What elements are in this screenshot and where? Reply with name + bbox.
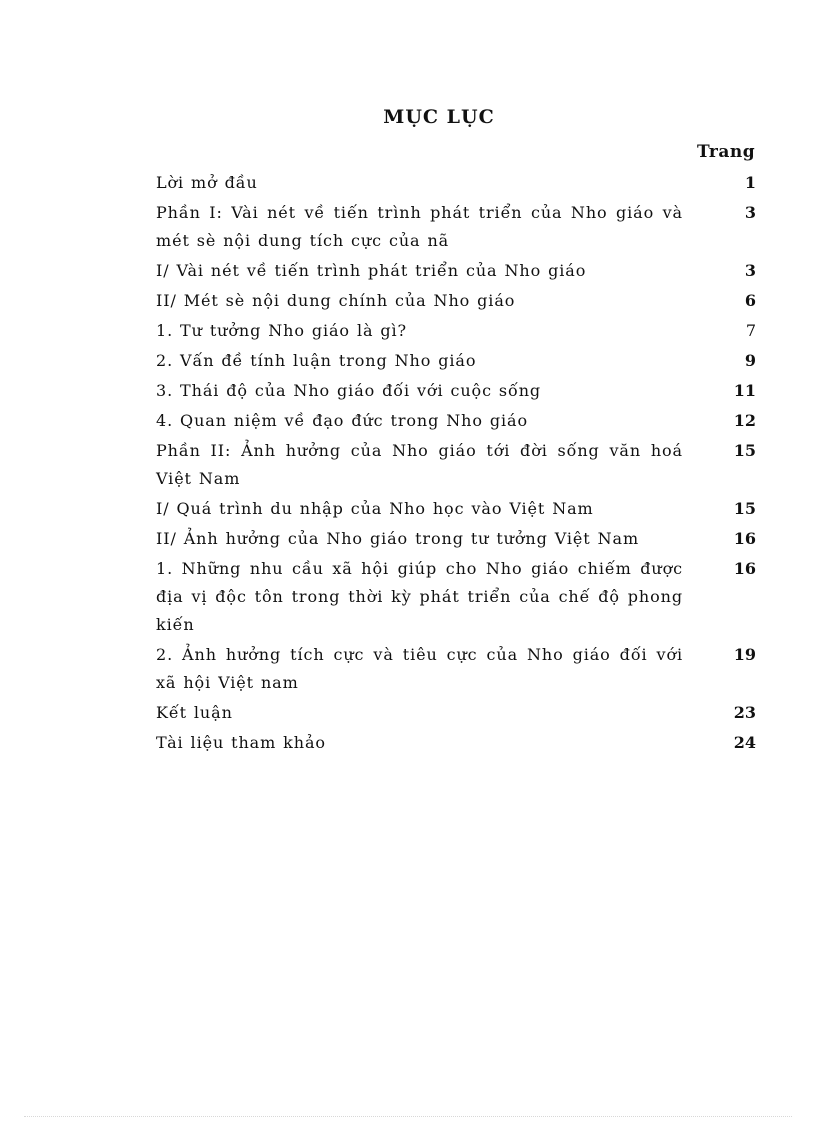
toc-entry-page: 11 [733, 381, 756, 400]
toc-entry-phan-2[interactable] [156, 436, 758, 494]
toc-entry-page: 6 [744, 291, 756, 310]
toc-entry-phan-1[interactable] [156, 198, 758, 256]
toc-entry-text: II/ Mét sè nội dung chính của Nho giáo [156, 291, 516, 310]
toc-entry-page: 16 [733, 559, 756, 578]
toc-entry-phan-1-muc-2[interactable] [156, 286, 758, 316]
toc-entry-tinh-luan[interactable] [156, 346, 758, 376]
toc-entry-text: 2. Ảnh hưởng tích cực và tiêu cực của Nho giáo đối với xã hội Việt nam [156, 645, 683, 692]
toc-entry-text: I/ Vài nét về tiến trình phát triển của Nho giáo [156, 261, 587, 280]
toc-entry-nhu-cau-xa-hoi[interactable] [156, 554, 758, 640]
toc-entry-tai-lieu[interactable] [156, 728, 758, 758]
toc-entry-text: 1. Những nhu cầu xã hội giúp cho Nho giáo chiếm được địa vị độc tôn trong thời kỳ phát triển của chế độ phong kiến [156, 559, 683, 634]
footer-divider [24, 1116, 792, 1117]
toc-entry-page: 23 [733, 703, 756, 722]
toc-entry-page: 3 [744, 261, 756, 280]
toc-entry-page: 12 [733, 411, 756, 430]
toc-entry-text: 4. Quan niệm về đạo đức trong Nho giáo [156, 411, 529, 430]
toc-entry-text: Kết luận [156, 703, 233, 722]
toc-entry-page: 15 [733, 499, 756, 518]
toc-entry-text: Tài liệu tham khảo [156, 733, 326, 752]
toc-entry-text: Phần II: Ảnh hưởng của Nho giáo tới đời sống văn hoá Việt Nam [156, 441, 683, 488]
toc-entry-page: 16 [733, 529, 756, 548]
toc-entry-text: 3. Thái độ của Nho giáo đối với cuộc sống [156, 381, 542, 400]
toc-entry-tu-tuong-nho-giao[interactable] [156, 316, 758, 346]
toc-entry-text: 2. Vấn đề tính luận trong Nho giáo [156, 351, 477, 370]
toc-entry-ket-luan[interactable] [156, 698, 758, 728]
toc-entry-text: Lời mở đầu [156, 173, 258, 192]
toc-entry-phan-2-muc-2[interactable] [156, 524, 758, 554]
toc-entry-text: II/ Ảnh hưởng của Nho giáo trong tư tưởng Việt Nam [156, 529, 640, 548]
toc-entry-page: 24 [733, 733, 756, 752]
toc-entry-loi-mo-dau[interactable] [156, 168, 758, 198]
toc-entry-dao-duc[interactable] [156, 406, 758, 436]
toc-entry-page: 9 [744, 351, 756, 370]
toc-entry-page: 19 [733, 645, 756, 664]
toc-entry-page: 15 [733, 441, 756, 460]
toc-entry-phan-1-muc-1[interactable] [156, 256, 758, 286]
page-title: MỤC LỤC [383, 106, 495, 128]
toc-entry-text: Phần I: Vài nét về tiến trình phát triển của Nho giáo và mét sè nội dung tích cực của nã [156, 203, 683, 250]
toc-entry-text: 1. Tư tưởng Nho giáo là gì? [156, 321, 408, 340]
toc-entry-page: 7 [745, 321, 756, 340]
toc-entry-phan-2-muc-1[interactable] [156, 494, 758, 524]
toc-entry-thai-do[interactable] [156, 376, 758, 406]
toc-entry-page: 3 [744, 203, 756, 222]
toc-entry-page: 1 [744, 173, 756, 192]
table-of-contents [156, 168, 758, 758]
toc-entry-anh-huong-tich-cuc[interactable] [156, 640, 758, 698]
toc-entry-text: I/ Quá trình du nhập của Nho học vào Việt Nam [156, 499, 594, 518]
page-column-label: Trang [697, 142, 756, 162]
